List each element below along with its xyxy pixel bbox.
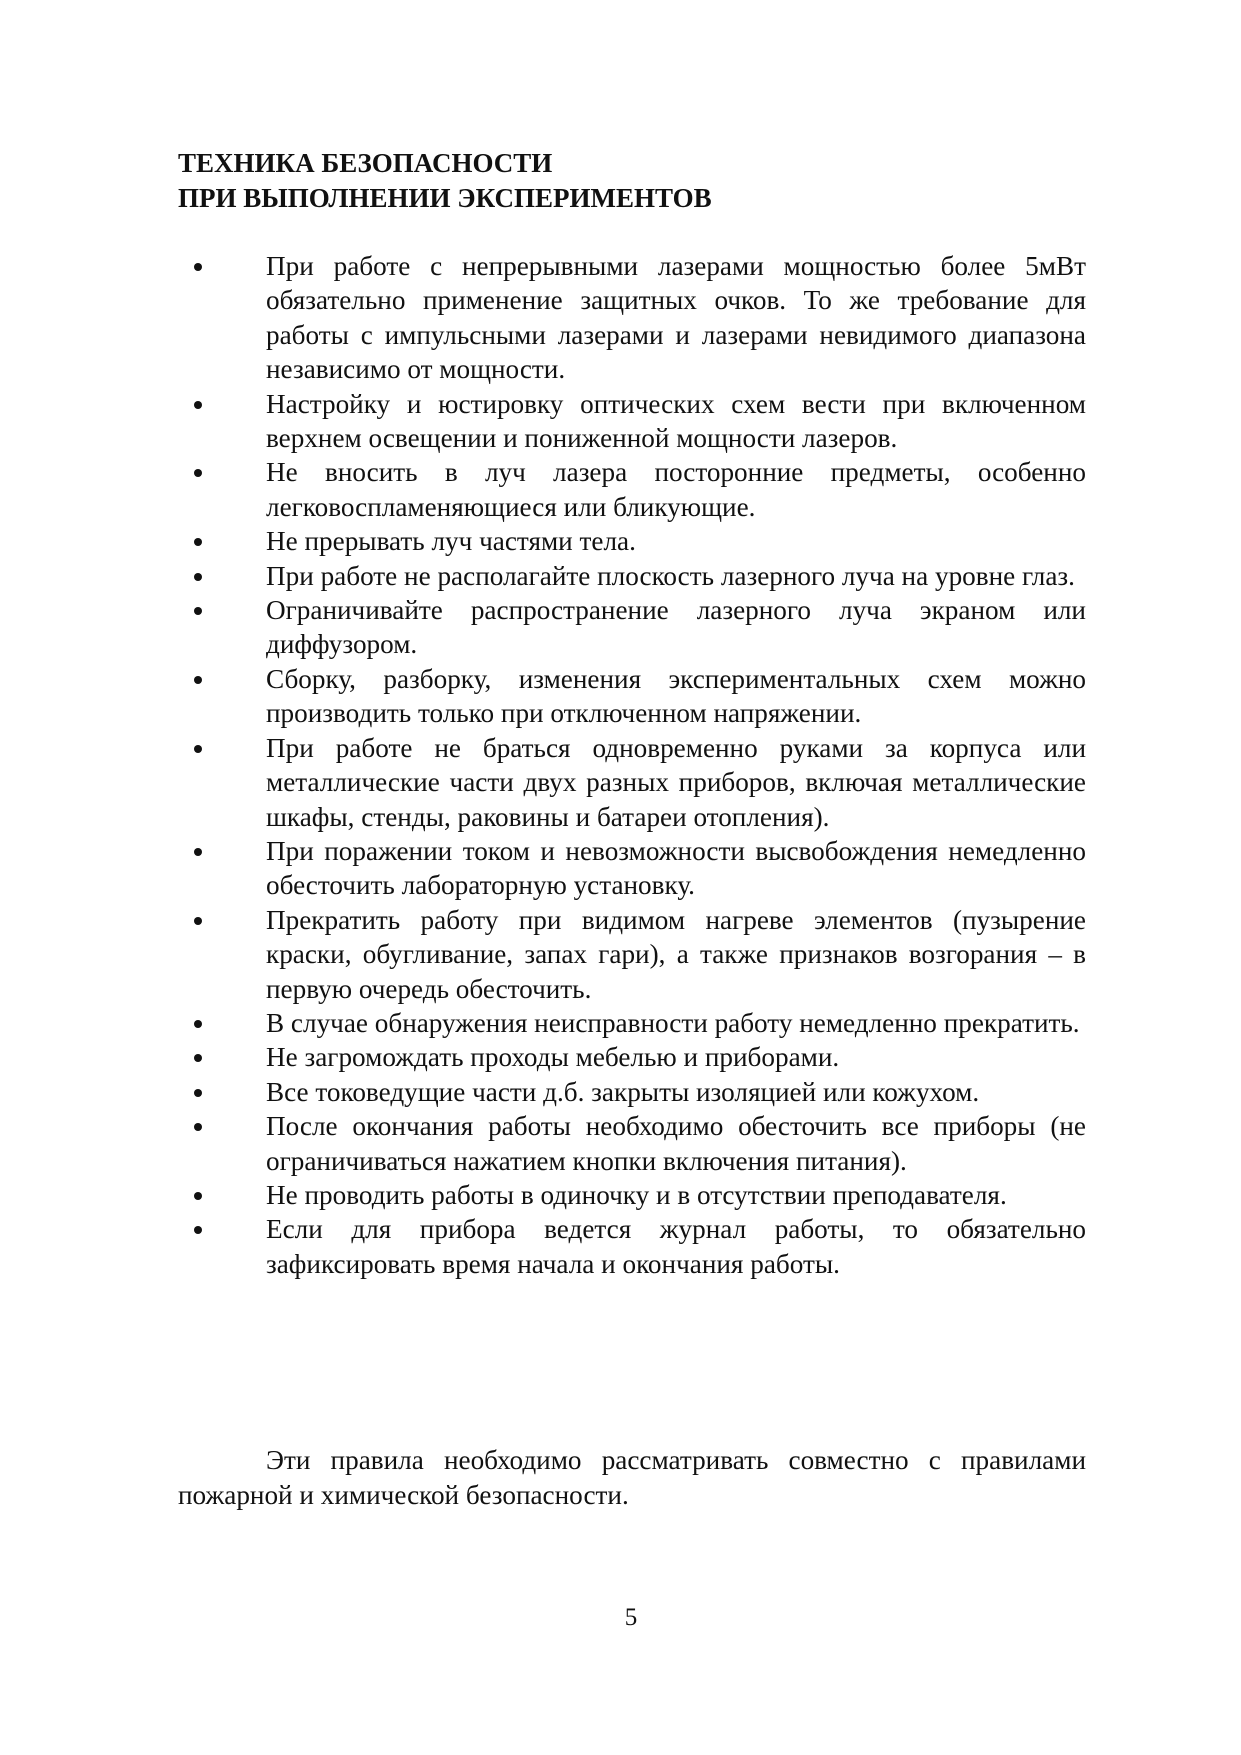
rule-item [0, 1040, 1086, 1074]
rule-item [0, 1212, 1086, 1281]
bullet-icon [194, 573, 202, 581]
bullet-icon [194, 538, 202, 546]
rule-text: Все токоведущие части д.б. закрыты изоляцией или кожухом. [266, 1076, 980, 1107]
bullet-icon [194, 401, 202, 409]
rule-item [0, 662, 1086, 731]
bullet-icon [194, 676, 202, 684]
rule-item [0, 593, 1086, 662]
closing-paragraph: Эти правила необходимо рассматривать совместно с правилами пожарной и химической безопасности. [178, 1445, 1086, 1510]
rule-text: Прекратить работу при видимом нагреве элементов (пузырение краски, обугливание, запах гари), а также признаков возгорания – в первую очередь обесточить. [266, 904, 1086, 1004]
bullet-icon [194, 1020, 202, 1028]
heading-line-2: ПРИ ВЫПОЛНЕНИИ ЭКСПЕРИМЕНТОВ [178, 183, 712, 213]
rule-item [0, 1075, 1086, 1109]
rule-item [0, 903, 1086, 1006]
heading-line-1: ТЕХНИКА БЕЗОПАСНОСТИ [178, 148, 553, 178]
rule-text: Сборку, разборку, изменения экспериментальных схем можно производить только при отключенном напряжении. [266, 663, 1086, 729]
rule-text: Не вносить в луч лазера посторонние предметы, особенно легковоспламеняющиеся или бликующие. [266, 457, 1086, 522]
rule-item [0, 455, 1086, 524]
rule-item [0, 834, 1086, 903]
bullet-icon [194, 607, 202, 615]
rule-text: При работе не располагайте плоскость лазерного луча на уровне глаз. [266, 560, 1075, 591]
rule-text: При работе не браться одновременно руками за корпуса или металлические части двух разных приборов, включая металлические шкафы, стенды, раковины и батареи отопления). [266, 732, 1086, 832]
bullet-icon [194, 1054, 202, 1062]
rule-text: Не прерывать луч частями тела. [266, 526, 636, 557]
rule-item [0, 731, 1086, 834]
rule-text: Настройку и юстировку оптических схем вести при включенном верхнем освещении и пониженной мощности лазеров. [266, 388, 1086, 454]
rule-text: Если для прибора ведется журнал работы, то обязательно зафиксировать время начала и окончания работы. [266, 1214, 1086, 1279]
rule-text: В случае обнаружения неисправности работу немедленно прекратить. [266, 1007, 1080, 1038]
rule-item [0, 249, 1086, 387]
bullet-icon [194, 1192, 202, 1200]
section-heading [178, 146, 1078, 216]
bullet-icon [194, 1226, 202, 1234]
rule-item [0, 559, 1086, 593]
page-number: 5 [624, 1604, 638, 1631]
rule-text: Не проводить работы в одиночку и в отсутствии преподавателя. [266, 1179, 1007, 1210]
bullet-icon [194, 917, 202, 925]
bullet-icon [194, 1089, 202, 1097]
safety-rules-list [0, 249, 1241, 1281]
rule-item [0, 1178, 1086, 1212]
rule-text: Ограничивайте распространение лазерного луча экраном или диффузором. [266, 595, 1086, 660]
bullet-icon [194, 469, 202, 477]
rule-item [0, 1109, 1086, 1178]
bullet-icon [194, 745, 202, 753]
bullet-icon [194, 263, 202, 271]
rule-text: Не загромождать проходы мебелью и приборами. [266, 1042, 840, 1073]
rule-text: После окончания работы необходимо обесточить все приборы (не ограничиваться нажатием кнопки включения питания). [266, 1111, 1086, 1176]
rule-item [0, 387, 1086, 456]
rule-item [0, 1006, 1086, 1040]
rule-item [0, 524, 1086, 558]
rule-text: При работе с непрерывными лазерами мощностью более 5мВт обязательно применение защитных очков. То же требование для работы с импульсными лазерами и лазерами невидимого диапазона независимо от мощности. [266, 251, 1086, 385]
rule-text: При поражении током и невозможности высвобождения немедленно обесточить лабораторную установку. [266, 835, 1086, 901]
bullet-icon [194, 848, 202, 856]
bullet-icon [194, 1123, 202, 1131]
